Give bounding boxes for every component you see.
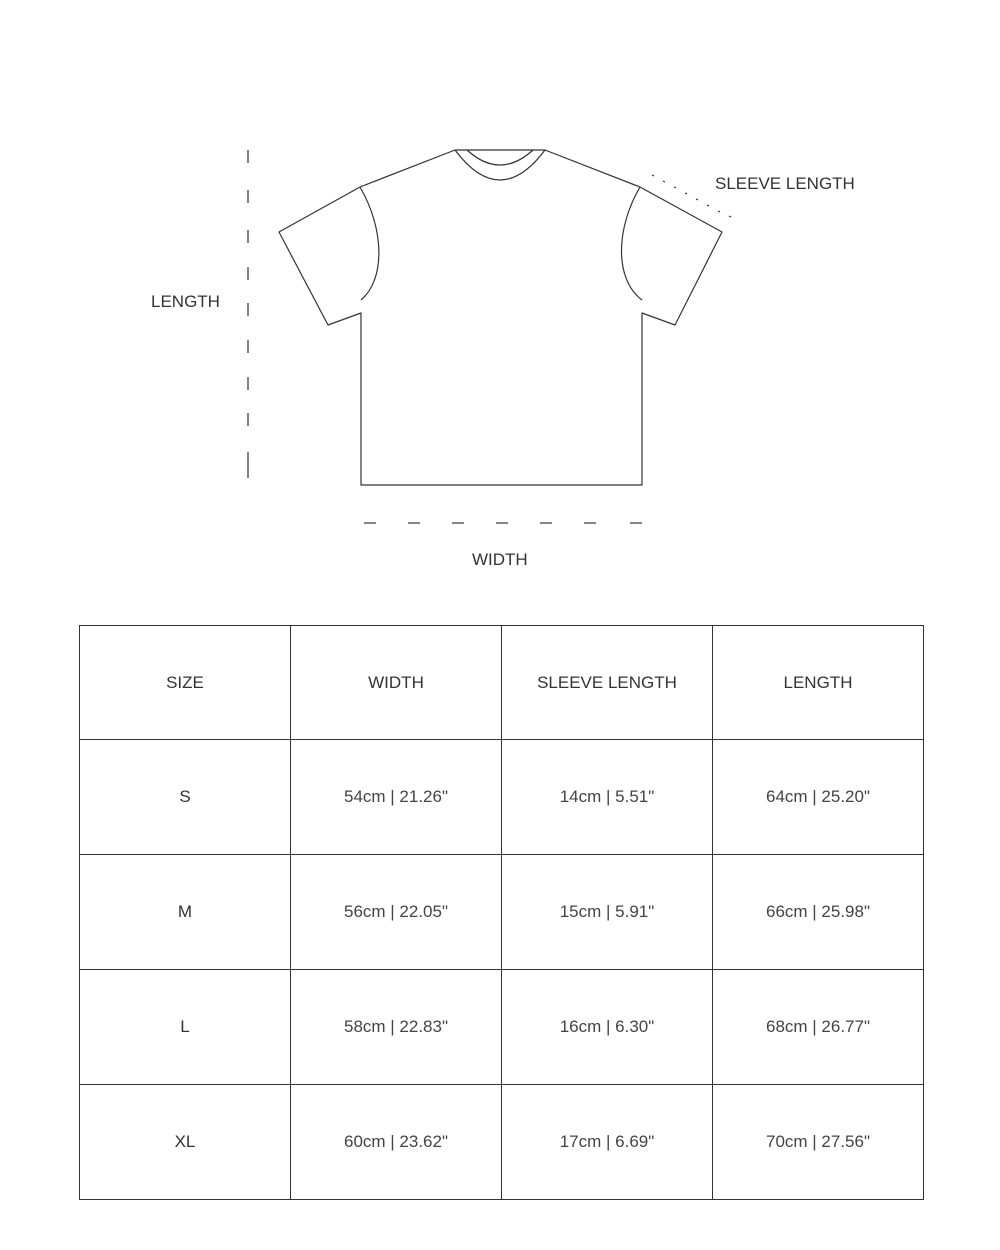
- tshirt-collar-inner: [467, 150, 533, 165]
- length-cell: 64cm | 25.20": [713, 740, 924, 855]
- width-cell: 56cm | 22.05": [291, 855, 502, 970]
- width-label: WIDTH: [472, 550, 528, 569]
- length-cell: 68cm | 26.77": [713, 970, 924, 1085]
- sleeve-length-cell: 17cm | 6.69": [502, 1085, 713, 1200]
- width-cell: 58cm | 22.83": [291, 970, 502, 1085]
- size-table-header-row: [80, 626, 924, 740]
- size-cell: L: [80, 970, 291, 1085]
- table-row: [80, 1085, 924, 1200]
- length-cell: 66cm | 25.98": [713, 855, 924, 970]
- tshirt-right-armhole: [621, 187, 642, 300]
- tshirt-body-outline: [279, 150, 722, 485]
- size-chart-table: [79, 625, 924, 1200]
- length-cell: 70cm | 27.56": [713, 1085, 924, 1200]
- sleeve-length-cell: 15cm | 5.91": [502, 855, 713, 970]
- sleeve-length-cell: 16cm | 6.30": [502, 970, 713, 1085]
- width-cell: 60cm | 23.62": [291, 1085, 502, 1200]
- tshirt-measurement-diagram: [0, 0, 1000, 600]
- table-row: [80, 970, 924, 1085]
- sleeve-length-label: SLEEVE LENGTH: [715, 174, 855, 193]
- header-width: WIDTH: [291, 626, 502, 740]
- size-cell: S: [80, 740, 291, 855]
- tshirt-left-armhole: [360, 187, 379, 300]
- table-row: [80, 855, 924, 970]
- table-row: [80, 740, 924, 855]
- size-cell: XL: [80, 1085, 291, 1200]
- header-length: LENGTH: [713, 626, 924, 740]
- length-label: LENGTH: [151, 292, 220, 311]
- width-cell: 54cm | 21.26": [291, 740, 502, 855]
- tshirt-outline: [279, 150, 722, 485]
- sleeve-length-cell: 14cm | 5.51": [502, 740, 713, 855]
- size-cell: M: [80, 855, 291, 970]
- header-sleeve-length: SLEEVE LENGTH: [502, 626, 713, 740]
- header-size: SIZE: [80, 626, 291, 740]
